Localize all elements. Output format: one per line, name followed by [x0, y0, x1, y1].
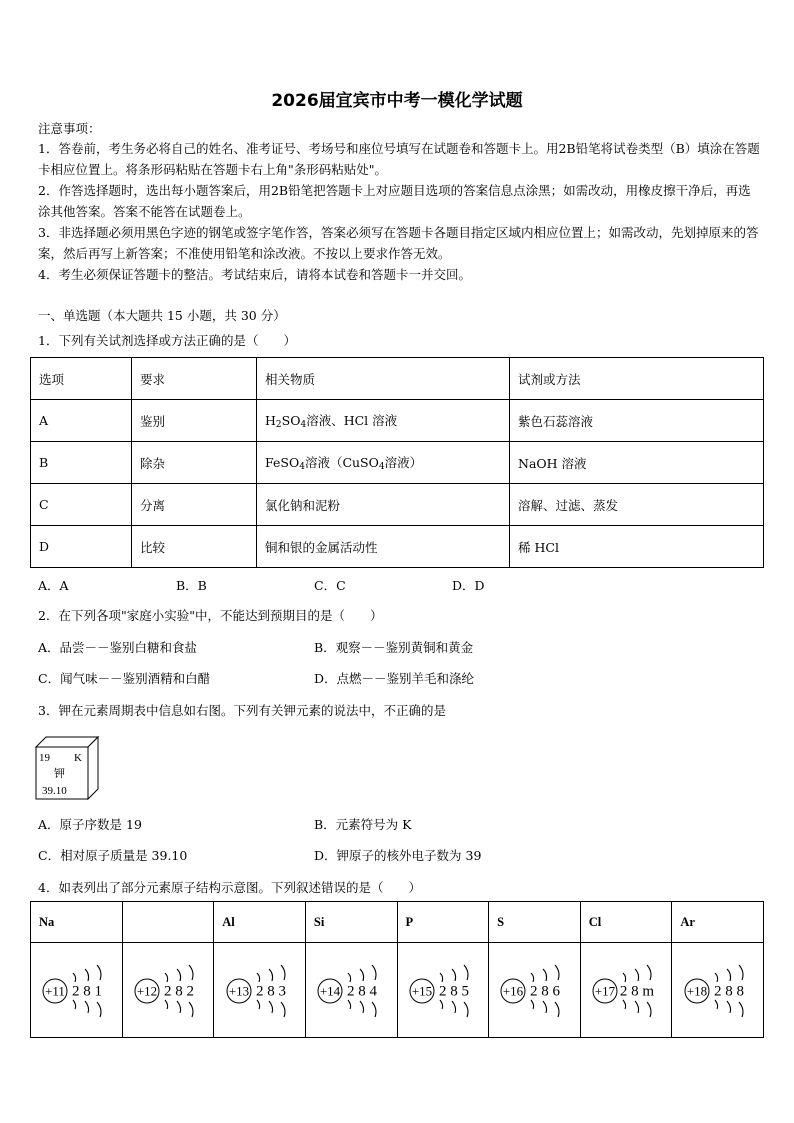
q4-atom-cell: [305, 943, 397, 1038]
electron-counts: 2 8 m: [619, 983, 655, 1000]
q2-option-a: A．品尝－－鉴别白糖和食盐: [38, 640, 198, 655]
electron-counts: 2 8 3: [255, 983, 286, 1000]
q1-header-method: 试剂或方法: [510, 358, 764, 400]
notice-heading: 注意事项：: [38, 121, 101, 136]
atom-structure-diagram: [491, 947, 577, 1033]
q1-header-substance: 相关物质: [257, 358, 510, 400]
formula-part: SO: [281, 413, 301, 428]
q4-table: [30, 901, 764, 1038]
q1-cell-option: C: [31, 484, 132, 526]
electron-counts: 2 8 8: [713, 983, 744, 1000]
electron-counts: 2 8 2: [163, 983, 194, 1000]
notice-item-3: 3．非选择题必须用黑色字迹的钢笔或签字笔作答，答案必须写在答题卡各题目指定区域内相应位置上；如需改动，先划掉原来的答案，然后再写上新答案；不准使用铅笔和涂改液。不按以上要求作答无效。: [38, 225, 759, 261]
atom-structure-diagram: [308, 947, 394, 1033]
nucleus-charge: +17: [594, 983, 616, 999]
q4-stem: 4．如表列出了部分元素原子结构示意图。下列叙述错误的是（ ）: [38, 880, 421, 895]
nucleus-charge: +12: [136, 983, 158, 999]
q2-option-b: B．观察－－鉴别黄铜和黄金: [314, 640, 474, 655]
nucleus-charge: +16: [503, 983, 524, 999]
q1-cell-method: NaOH 溶液: [510, 442, 764, 484]
atom-structure-diagram: [400, 947, 486, 1033]
formula-part: H: [265, 413, 276, 428]
electron-counts: 2 8 1: [72, 983, 103, 1000]
nucleus-charge: +11: [45, 983, 66, 999]
table-row: [31, 526, 764, 568]
atom-structure-diagram: [125, 947, 211, 1033]
q1-cell-option: B: [31, 442, 132, 484]
element-name: 钾: [54, 767, 65, 780]
page-title: 2026届宜宾市中考一模化学试题: [271, 91, 523, 111]
element-symbol: K: [74, 752, 82, 764]
q4-element-header: Si: [305, 902, 397, 943]
q1-header-requirement: 要求: [132, 358, 257, 400]
q4-element-header: S: [489, 902, 581, 943]
q1-cell-substance: [257, 400, 510, 442]
q1-cell-method: 溶解、过滤、蒸发: [510, 484, 764, 526]
atom-structure-diagram: [583, 947, 669, 1033]
q4-element-header: Na: [31, 902, 123, 943]
q3-option-b: B．元素符号为 K: [314, 817, 412, 832]
electron-counts: 2 8 5: [438, 983, 469, 1000]
atom-structure-diagram: [675, 947, 761, 1033]
notice-item-2: 2．作答选择题时，选出每小题答案后，用2B铅笔把答题卡上对应题目选项的答案信息点涂黑；如需改动，用橡皮擦干净后，再选涂其他答案。答案不能答在试题卷上。: [38, 183, 751, 219]
q4-atom-cell: [31, 943, 123, 1038]
electron-counts: 2 8 6: [530, 983, 561, 1000]
formula-part: FeSO: [265, 455, 300, 470]
atom-structure-diagram: [217, 947, 303, 1033]
formula-subscript: 4: [299, 462, 305, 472]
q4-atom-cell: [580, 943, 672, 1038]
q1-cell-method: 稀 HCl: [510, 526, 764, 568]
q2-option-c: C．闻气味－－鉴别酒精和白醋: [38, 671, 211, 686]
table-row: [31, 902, 764, 943]
section-heading: 一、单选题（本大题共 15 小题，共 30 分）: [38, 308, 286, 323]
q1-cell-requirement: 除杂: [132, 442, 257, 484]
q1-stem: 1．下列有关试剂选择或方法正确的是（ ）: [38, 333, 296, 348]
element-number: 19: [39, 752, 50, 764]
formula-part: 溶液、HCl 溶液: [306, 413, 398, 428]
q1-header-option: 选项: [31, 358, 132, 400]
q2-option-d: D．点燃－－鉴别羊毛和涤纶: [314, 671, 475, 686]
q2-stem: 2．在下列各项"家庭小实验"中，不能达到预期目的是（ ）: [38, 608, 383, 623]
q1-option-a: A．A: [38, 578, 69, 593]
q1-table: [30, 357, 764, 568]
notice-item-4: 4．考生必须保证答题卡的整洁。考试结束后，请将本试卷和答题卡一并交回。: [38, 267, 471, 282]
nucleus-charge: +13: [228, 983, 249, 999]
q1-cell-requirement: 分离: [132, 484, 257, 526]
formula-subscript: 4: [300, 420, 307, 430]
q4-atom-cell: [397, 943, 489, 1038]
element-mass: 39.10: [42, 785, 67, 797]
q3-option-a: A．原子序数是 19: [38, 817, 142, 832]
nucleus-charge: +18: [686, 983, 707, 999]
q4-element-header: P: [397, 902, 489, 943]
q1-cell-substance: 氯化钠和泥粉: [257, 484, 510, 526]
q3-option-c: C．相对原子质量是 39.10: [38, 848, 188, 863]
atom-structure-diagram: [33, 947, 119, 1033]
q4-atom-cell: [122, 943, 214, 1038]
q1-option-c: C．C: [314, 578, 346, 593]
table-row: [31, 442, 764, 484]
q4-element-header: [122, 902, 214, 943]
q1-cell-option: D: [31, 526, 132, 568]
q4-element-header: Al: [214, 902, 306, 943]
table-row: [31, 484, 764, 526]
notice-item-1: 1．答卷前，考生务必将自己的姓名、准考证号、考场号和座位号填写在试题卷和答题卡上。用2B铅笔将试卷类型（B）填涂在答题卡相应位置上。将条形码粘贴在答题卡右上角"条形码粘贴处"。: [38, 141, 760, 177]
electron-counts: 2 8 4: [347, 983, 378, 1000]
q4-element-header: Cl: [580, 902, 672, 943]
q1-cell-requirement: 比较: [132, 526, 257, 568]
element-cell-box-icon: [34, 735, 100, 801]
q1-option-b: B．B: [176, 578, 207, 593]
q4-atom-cell: [489, 943, 581, 1038]
formula-part: 溶液）: [384, 455, 423, 470]
q1-option-d: D．D: [452, 578, 485, 593]
formula-subscript: 2: [275, 420, 282, 430]
q1-cell-method: 紫色石蕊溶液: [510, 400, 764, 442]
q4-atom-cell: [214, 943, 306, 1038]
q1-cell-substance: 铜和银的金属活动性: [257, 526, 510, 568]
nucleus-charge: +14: [320, 983, 341, 999]
q1-cell-substance: [257, 442, 510, 484]
nucleus-charge: +15: [411, 983, 432, 999]
q4-atom-cell: [672, 943, 764, 1038]
table-row: [31, 400, 764, 442]
table-row: [31, 943, 764, 1038]
q1-cell-option: A: [31, 400, 132, 442]
potassium-element-cell: [34, 735, 100, 801]
table-row: [31, 358, 764, 400]
q3-option-d: D．钾原子的核外电子数为 39: [314, 848, 482, 863]
formula-subscript: 4: [378, 462, 385, 472]
formula-part: 溶液（CuSO: [304, 455, 379, 470]
q1-cell-requirement: 鉴别: [132, 400, 257, 442]
q4-element-header: Ar: [672, 902, 764, 943]
q3-stem: 3．钾在元素周期表中信息如右图。下列有关钾元素的说法中，不正确的是: [38, 703, 446, 718]
